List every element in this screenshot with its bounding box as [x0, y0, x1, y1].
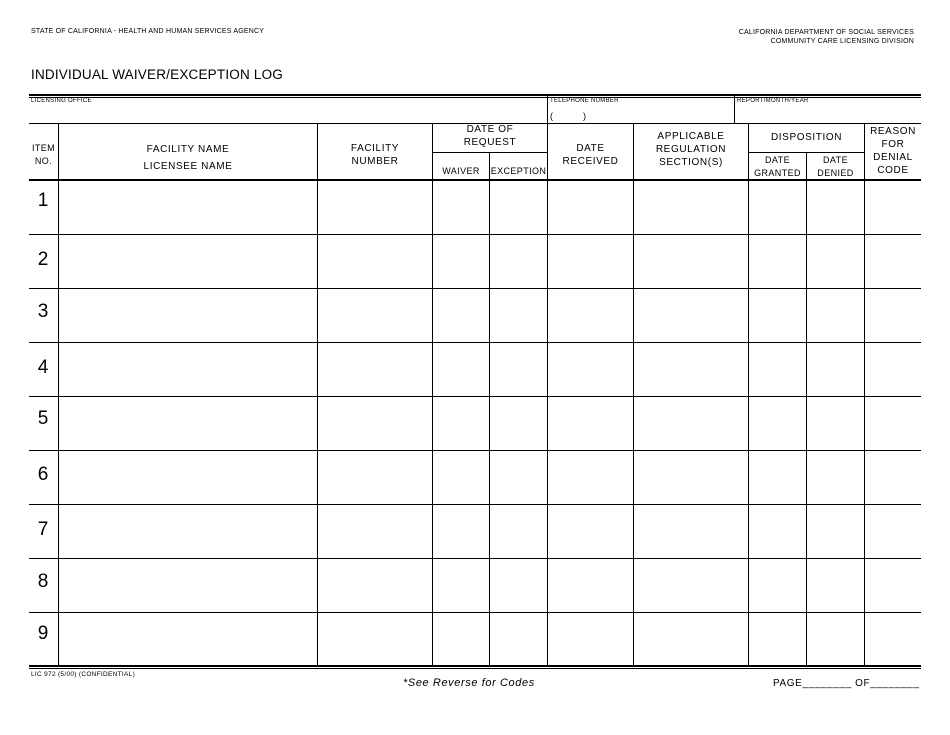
date-denied-header: DATE DENIED — [817, 155, 854, 178]
column-divider — [864, 123, 865, 666]
agency-name: STATE OF CALIFORNIA - HEALTH AND HUMAN SERVICES AGENCY — [31, 28, 265, 35]
row-number-3: 3 — [37, 301, 49, 322]
licensing-office-label: LICENSING OFFICE — [31, 98, 92, 104]
row-rule — [29, 396, 921, 397]
field-divider — [734, 96, 735, 123]
date-received-header: DATE RECEIVED — [562, 143, 619, 167]
licensing-office-input[interactable] — [31, 106, 543, 122]
table-bottom-rule-thin — [29, 668, 921, 669]
row-rule — [29, 450, 921, 451]
date-of-request-header: DATE OF REQUEST — [463, 124, 517, 148]
disposition-header: DISPOSITION — [770, 132, 843, 143]
telephone-input[interactable]: ( ) — [550, 111, 586, 121]
column-divider — [58, 123, 59, 666]
item-no-header: ITEM NO. — [31, 143, 56, 166]
top-rule-thick — [29, 94, 921, 96]
column-divider — [432, 123, 433, 666]
row-rule — [29, 234, 921, 235]
row-number-9: 9 — [37, 623, 49, 644]
column-divider — [806, 152, 807, 666]
row-rule — [29, 558, 921, 559]
department-name: CALIFORNIA DEPARTMENT OF SOCIAL SERVICES — [738, 29, 914, 36]
column-divider — [317, 123, 318, 666]
column-divider — [633, 123, 634, 666]
row-rule — [29, 288, 921, 289]
department-block — [739, 28, 914, 46]
row-rule — [29, 504, 921, 505]
reason-for-denial-header: REASON FOR DENIAL CODE — [870, 126, 916, 176]
division-name: COMMUNITY CARE LICENSING DIVISION — [770, 38, 914, 45]
table-bottom-rule-thick — [29, 665, 921, 667]
form-number: LIC 972 (5/00) (CONFIDENTIAL) — [31, 671, 136, 678]
telephone-label: TELEPHONE NUMBER — [550, 98, 619, 104]
form-title: INDIVIDUAL WAIVER/EXCEPTION LOG — [31, 67, 283, 82]
row-rule — [29, 342, 921, 343]
column-divider — [547, 123, 548, 666]
row-number-7: 7 — [37, 519, 49, 540]
date-granted-header: DATE GRANTED — [754, 155, 801, 178]
field-divider — [547, 96, 548, 123]
report-month-year-label: REPORT/MONTH/YEAR — [737, 98, 809, 104]
row-rule — [29, 612, 921, 613]
column-divider — [489, 152, 490, 666]
row-number-4: 4 — [37, 357, 49, 378]
applicable-regulation-header: APPLICABLE REGULATION SECTION(S) — [655, 131, 727, 168]
report-month-year-input[interactable] — [737, 106, 917, 122]
facility-number-header: FACILITY NUMBER — [350, 143, 400, 167]
row-number-6: 6 — [37, 464, 49, 485]
row-number-2: 2 — [37, 249, 49, 270]
row-number-8: 8 — [37, 571, 49, 592]
waiver-header: WAIVER — [442, 166, 480, 176]
row-number-5: 5 — [37, 408, 49, 429]
row-number-1: 1 — [37, 190, 49, 211]
codes-note: *See Reverse for Codes — [403, 677, 535, 689]
exception-header: EXCEPTION — [490, 166, 547, 176]
column-divider — [748, 123, 749, 666]
facility-name-header: FACILITY NAME LICENSEE NAME — [143, 144, 233, 172]
page-of-field[interactable]: PAGE________ OF________ — [773, 678, 920, 689]
